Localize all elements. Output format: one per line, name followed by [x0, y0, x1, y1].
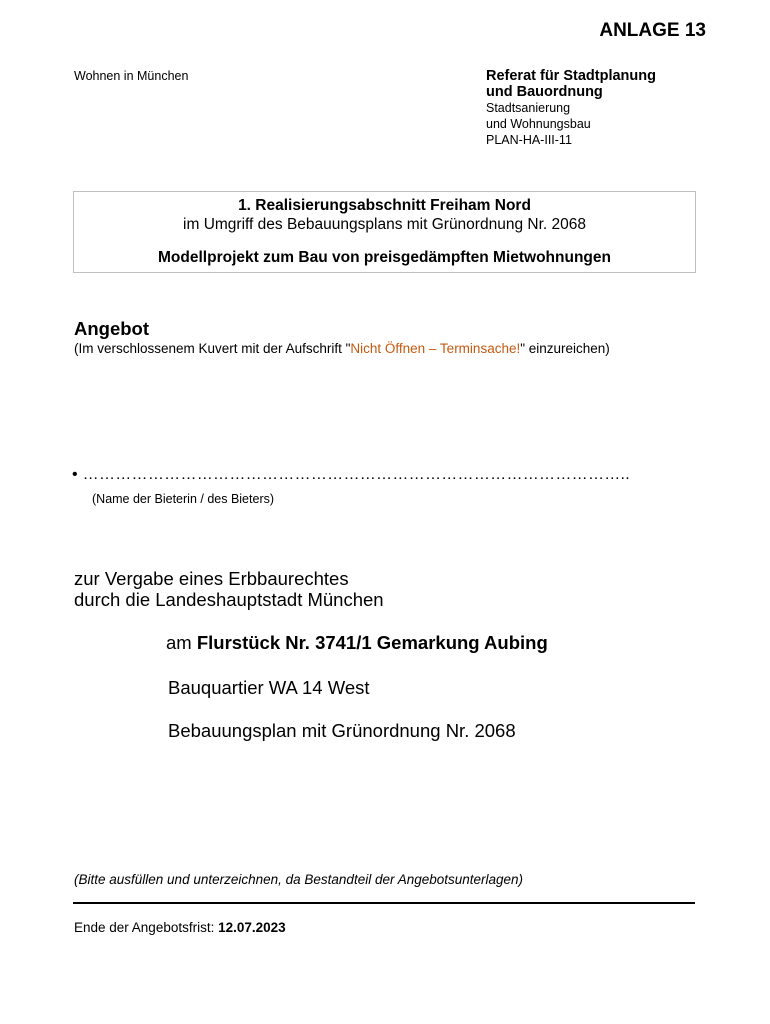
- dept-line-5: PLAN-HA-III-11: [486, 133, 572, 147]
- bidder-name-label: (Name der Bieterin / des Bieters): [92, 492, 275, 506]
- deadline-label: Ende der Angebotsfrist:: [74, 920, 219, 935]
- signature-line[interactable]: [73, 902, 695, 904]
- deadline: [74, 920, 286, 935]
- offer-heading: Angebot: [74, 318, 150, 339]
- fill-instructions: (Bitte ausfüllen und unterzeichnen, da Bestandteil der Angebotsunterlagen): [74, 872, 524, 887]
- development-plan: Bebauungsplan mit Grünordnung Nr. 2068: [168, 720, 516, 741]
- offer-instructions: [74, 341, 610, 356]
- title-line-3: Modellprojekt zum Bau von preisgedämpften Mietwohnungen: [158, 249, 611, 266]
- department-left: Wohnen in München: [74, 69, 189, 83]
- award-line-1: zur Vergabe eines Erbbaurechtes: [74, 568, 349, 589]
- building-quarter: Bauquartier WA 14 West: [168, 677, 370, 698]
- offer-note-highlight: Nicht Öffnen – Terminsache!: [350, 341, 521, 356]
- dept-line-1: Referat für Stadtplanung: [486, 68, 656, 84]
- project-title-box: [73, 191, 696, 273]
- deadline-date: 12.07.2023: [218, 920, 286, 935]
- dept-line-4: und Wohnungsbau: [486, 117, 591, 131]
- dept-line-2: und Bauordnung: [486, 84, 603, 100]
- offer-note-prefix: (Im verschlossenem Kuvert mit der Aufschrift ": [74, 341, 351, 356]
- dept-line-3: Stadtsanierung: [486, 101, 571, 115]
- award-line-2: durch die Landeshauptstadt München: [74, 589, 384, 610]
- offer-note-suffix: " einzureichen): [520, 341, 610, 356]
- bidder-name-field[interactable]: • ………………………………………………………………………………………..: [72, 466, 631, 483]
- award-statement: [74, 568, 384, 610]
- title-line-2: im Umgriff des Bebauungsplans mit Grünordnung Nr. 2068: [183, 216, 586, 233]
- annex-number: ANLAGE 13: [599, 20, 706, 41]
- title-line-1: 1. Realisierungsabschnitt Freiham Nord: [238, 197, 531, 214]
- parcel-number: Flurstück Nr. 3741/1 Gemarkung Aubing: [196, 632, 548, 653]
- parcel-line: [166, 632, 548, 654]
- parcel-prefix: am: [166, 632, 197, 653]
- department-right: [486, 68, 726, 148]
